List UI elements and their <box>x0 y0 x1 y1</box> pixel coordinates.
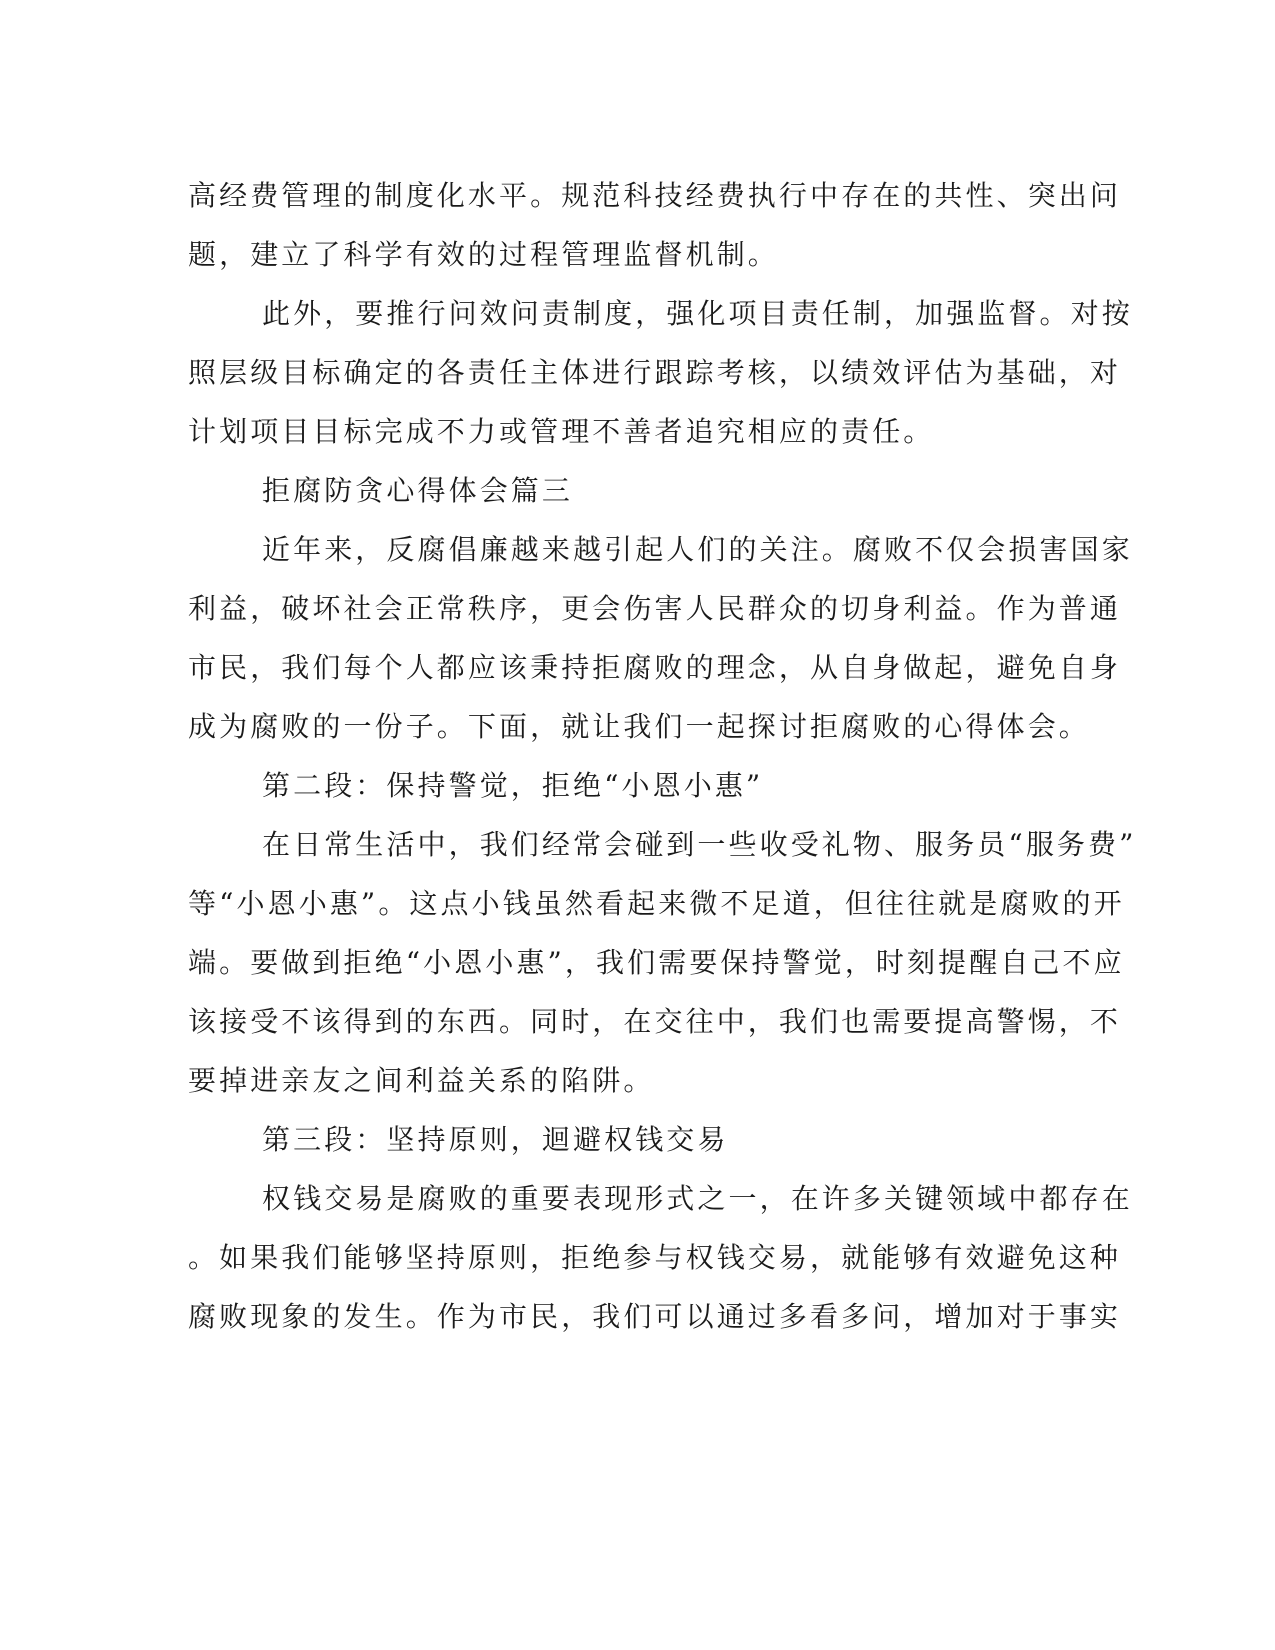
document-body <box>188 166 1137 1346</box>
heading-line: 拒腐防贪心得体会篇三 <box>262 474 574 507</box>
text-line: 端。要做到拒绝“小恩小惠”，我们需要保持警觉，时刻提醒自己不应 <box>188 946 1125 979</box>
heading-line: 第三段：坚持原则，迴避权钱交易 <box>262 1123 729 1156</box>
text-line: 该接受不该得到的东西。同时，在交往中，我们也需要提高警惕，不 <box>188 1005 1122 1038</box>
subheading-third-section <box>188 1110 1068 1169</box>
text-line: 等“小恩小惠”。这点小钱虽然看起来微不足道，但往往就是腐败的开 <box>188 887 1125 920</box>
text-line: 照层级目标确定的各责任主体进行跟踪考核，以绩效评估为基础，对 <box>188 356 1122 389</box>
paragraph-small-favors <box>188 815 1137 1110</box>
text-line: 要掉进亲友之间利益关系的陷阱。 <box>188 1064 655 1097</box>
section-heading <box>188 461 1068 520</box>
text-line: 市民，我们每个人都应该秉持拒腐败的理念，从自身做起，避免自身 <box>188 651 1122 684</box>
subheading-second-section <box>188 756 1068 815</box>
text-line: 成为腐败的一份子。下面，就让我们一起探讨拒腐败的心得体会。 <box>188 710 1090 743</box>
text-line: 此外，要推行问效问责制度，强化项目责任制，加强监督。对按 <box>262 297 1133 330</box>
text-line: 高经费管理的制度化水平。规范科技经费执行中存在的共性、突出问 <box>188 179 1122 212</box>
text-line: 利益，破坏社会正常秩序，更会伤害人民群众的切身利益。作为普通 <box>188 592 1122 625</box>
text-line: 权钱交易是腐败的重要表现形式之一，在许多关键领域中都存在 <box>262 1182 1133 1215</box>
paragraph-introduction <box>188 520 1133 756</box>
text-line: 近年来，反腐倡廉越来越引起人们的关注。腐败不仅会损害国家 <box>262 533 1133 566</box>
text-line: 腐败现象的发生。作为市民，我们可以通过多看多问，增加对于事实 <box>188 1300 1122 1333</box>
paragraph-accountability <box>188 284 1133 461</box>
text-line: 计划项目目标完成不力或管理不善者追究相应的责任。 <box>188 415 935 448</box>
text-line: 在日常生活中，我们经常会碰到一些收受礼物、服务员“服务费” <box>262 828 1137 861</box>
heading-line: 第二段：保持警觉，拒绝“小恩小惠” <box>262 769 764 802</box>
text-line: 题，建立了科学有效的过程管理监督机制。 <box>188 238 779 271</box>
text-line: 。如果我们能够坚持原则，拒绝参与权钱交易，就能够有效避免这种 <box>188 1241 1122 1274</box>
paragraph-power-money-trade <box>188 1169 1133 1346</box>
paragraph-funding-management <box>188 166 1122 284</box>
